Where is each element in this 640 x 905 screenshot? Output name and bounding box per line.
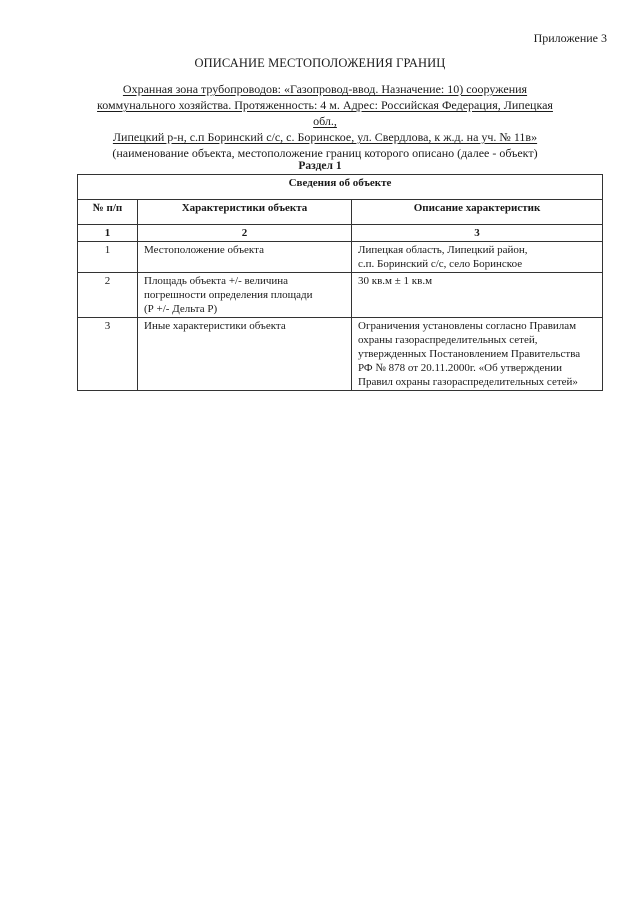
table-row xyxy=(78,242,603,273)
column-header-description: Описание характеристик xyxy=(352,200,603,225)
row-description: Липецкая область, Липецкий район, с.п. Боринский с/с, село Боринское xyxy=(352,242,603,273)
object-name-line-3: Липецкий р-н, с.п Боринский с/с, с. Боринское, ул. Свердлова, к ж.д. на уч. № 11в» xyxy=(112,130,538,144)
row-num: 3 xyxy=(78,318,138,391)
object-name-line-1: Охранная зона трубопроводов: «Газопровод-ввод. Назначение: 10) сооружения xyxy=(122,82,528,96)
appendix-label: Приложение 3 xyxy=(533,31,607,45)
row-description: Ограничения установлены согласно Правилам охраны газораспределительных сетей, утвержденных Постановлением Правительства РФ № 878 от 20.11.2000г. «Об утверждении Правил охраны газораспределительных сетей» xyxy=(352,318,603,391)
row-description: 30 кв.м ± 1 кв.м xyxy=(352,273,603,318)
table-caption: Сведения об объекте xyxy=(78,175,603,200)
column-number-row xyxy=(78,225,603,242)
row-characteristic: Местоположение объекта xyxy=(138,242,352,273)
object-description xyxy=(90,81,560,161)
row-num: 1 xyxy=(78,242,138,273)
column-header-num: № п/п xyxy=(78,200,138,225)
column-number-1: 1 xyxy=(78,225,138,242)
column-header-characteristic: Характеристики объекта xyxy=(138,200,352,225)
table-caption-row xyxy=(78,175,603,200)
row-num: 2 xyxy=(78,273,138,318)
table-row xyxy=(78,318,603,391)
object-name-caption: (наименование объекта, местоположение границ которого описано (далее - объект) xyxy=(112,146,538,160)
row-characteristic: Иные характеристики объекта xyxy=(138,318,352,391)
section-title: Раздел 1 xyxy=(298,160,342,172)
object-info-table xyxy=(77,174,603,391)
row-characteristic: Площадь объекта +/- величина погрешности определения площади (Р +/- Дельта Р) xyxy=(138,273,352,318)
column-number-3: 3 xyxy=(352,225,603,242)
document-title: ОПИСАНИЕ МЕСТОПОЛОЖЕНИЯ ГРАНИЦ xyxy=(194,56,446,70)
object-name-line-2: коммунального хозяйства. Протяженность: 4 м. Адрес: Российская Федерация, Липецкая обл., xyxy=(97,98,553,128)
table-row xyxy=(78,273,603,318)
table-header-row xyxy=(78,200,603,225)
column-number-2: 2 xyxy=(138,225,352,242)
